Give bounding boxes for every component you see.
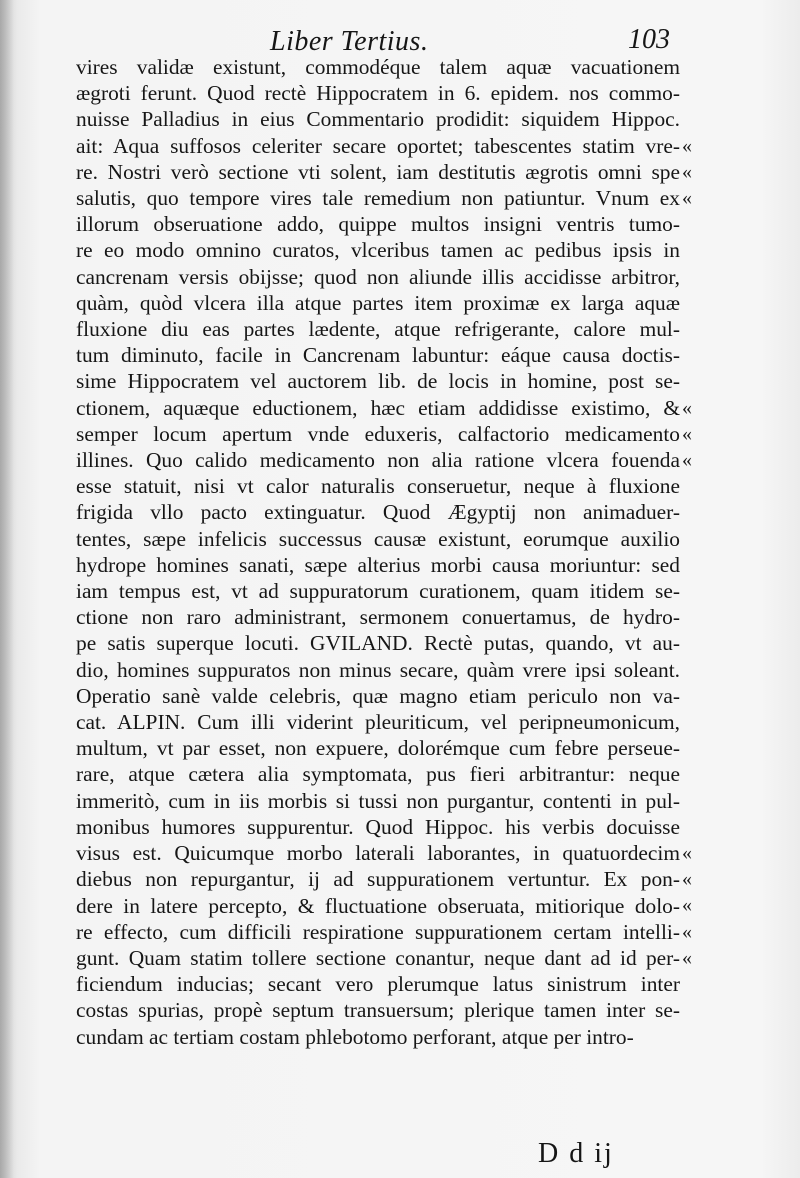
text-line: cat. ALPIN. Cum illi viderint pleuriticum, vel peripneumonicum, — [76, 710, 680, 735]
body-text — [76, 54, 680, 1050]
text-line: immeritò, cum in iis morbis si tussi non purgantur, contenti in pul- — [76, 788, 680, 813]
text-line: cundam ac tertiam costam phlebotomo perforant, atque per intro- — [76, 1024, 634, 1049]
text-line: dio, homines suppuratos non minus secare, quàm vrere ipsi soleant. — [76, 657, 680, 682]
text-line: nuisse Palladius in eius Commentario prodidit: siquidem Hippoc. — [76, 107, 680, 132]
text-line: salutis, quo tempore vires tale remedium non patiuntur. Vnum ex — [76, 186, 680, 211]
quotation-mark: « — [682, 160, 692, 183]
page-number: 103 — [628, 24, 670, 55]
text-line: rare, atque cætera alia symptomata, pus fieri arbitrantur: neque — [76, 762, 680, 787]
text-line: fluxione diu eas partes lædente, atque refrigerante, calore mul- — [76, 317, 680, 342]
text-line: ægroti ferunt. Quod rectè Hippocratem in 6. epidem. nos commo- — [76, 81, 680, 106]
quotation-mark: « — [682, 134, 692, 157]
text-line: diebus non repurgantur, ij ad suppurationem vertuntur. Ex pon- — [76, 867, 680, 892]
text-line: ctionem, aquæque eductionem, hæc etiam addidisse existimo, & — [76, 395, 680, 420]
text-line: quàm, quòd vlcera illa atque partes item proximæ ex larga aquæ — [76, 290, 680, 315]
text-line: Operatio sanè valde celebris, quæ magno etiam periculo non va- — [76, 683, 680, 708]
running-head: Liber Tertius. — [270, 26, 429, 57]
quotation-mark: « — [682, 894, 692, 917]
quotation-mark: « — [682, 422, 692, 445]
text-line: esse statuit, nisi vt calor naturalis conseruetur, neque à fluxione — [76, 474, 680, 499]
text-line: tum diminuto, facile in Cancrenam labuntur: eáque causa doctis- — [76, 343, 680, 368]
text-line: re. Nostri verò sectione vti solent, iam destitutis ægrotis omni spe — [76, 159, 680, 184]
text-line: ait: Aqua suffosos celeriter secare oportet; tabescentes statim vre- — [76, 133, 680, 158]
text-line: sime Hippocratem vel auctorem lib. de locis in homine, post se- — [76, 369, 680, 394]
text-line: visus est. Quicumque morbo laterali laborantes, in quatuordecim — [76, 841, 680, 866]
quotation-mark: « — [682, 868, 692, 891]
text-line: ctione non raro administrant, sermonem conuertamus, de hydro- — [76, 605, 680, 630]
text-line: pe satis superque locuti. GVILAND. Rectè putas, quando, vt au- — [76, 631, 680, 656]
text-line: vires validæ existunt, commodéque talem aquæ vacuationem — [76, 55, 680, 79]
text-line: iam tempus est, vt ad suppuratorum curationem, quam itidem se- — [76, 579, 680, 604]
quotation-mark: « — [682, 396, 692, 419]
quotation-mark: « — [682, 946, 692, 969]
text-line: cancrenam versis obijsse; quod non aliunde illis accidisse arbitror, — [76, 264, 680, 289]
binding-shadow — [0, 0, 14, 1178]
text-line: illorum obseruatione addo, quippe multos insigni ventris tumo- — [76, 212, 680, 237]
text-line: gunt. Quam statim tollere sectione conantur, neque dant ad id per- — [76, 945, 680, 970]
signature-mark: D d ij — [538, 1138, 614, 1169]
quotation-mark: « — [682, 187, 692, 209]
text-line: re effecto, cum difficili respiratione suppurationem certam intelli- — [76, 919, 680, 944]
text-line: dere in latere percepto, & fluctuatione obseruata, mitiorique dolo- — [76, 893, 680, 918]
text-line: frigida vllo pacto extinguatur. Quod Ægyptij non animaduer- — [76, 500, 680, 525]
quotation-mark: « — [682, 842, 692, 864]
text-line: hydrope homines sanati, sæpe alterius morbi causa moriuntur: sed — [76, 552, 680, 577]
text-line: monibus humores suppurentur. Quod Hippoc. his verbis docuisse — [76, 814, 680, 839]
quotation-mark: « — [682, 449, 692, 471]
text-line: re eo modo omnino curatos, vlceribus tamen ac pedibus ipsis in — [76, 238, 680, 263]
text-line: ficiendum inducias; secant vero plerumque latus sinistrum inter — [76, 972, 680, 997]
quotation-mark: « — [682, 920, 692, 943]
text-line: multum, vt par esset, non expuere, dolorémque cum febre perseue- — [76, 736, 680, 761]
text-line: costas spurias, propè septum transuersum; plerique tamen inter se- — [76, 998, 680, 1023]
text-line: illines. Quo calido medicamento non alia ratione vlcera fouenda — [76, 448, 680, 473]
text-line: semper locum apertum vnde eduxeris, calfactorio medicamento — [76, 421, 680, 446]
text-line: tentes, sæpe infelicis successus causæ existunt, eorumque auxilio — [76, 526, 680, 551]
